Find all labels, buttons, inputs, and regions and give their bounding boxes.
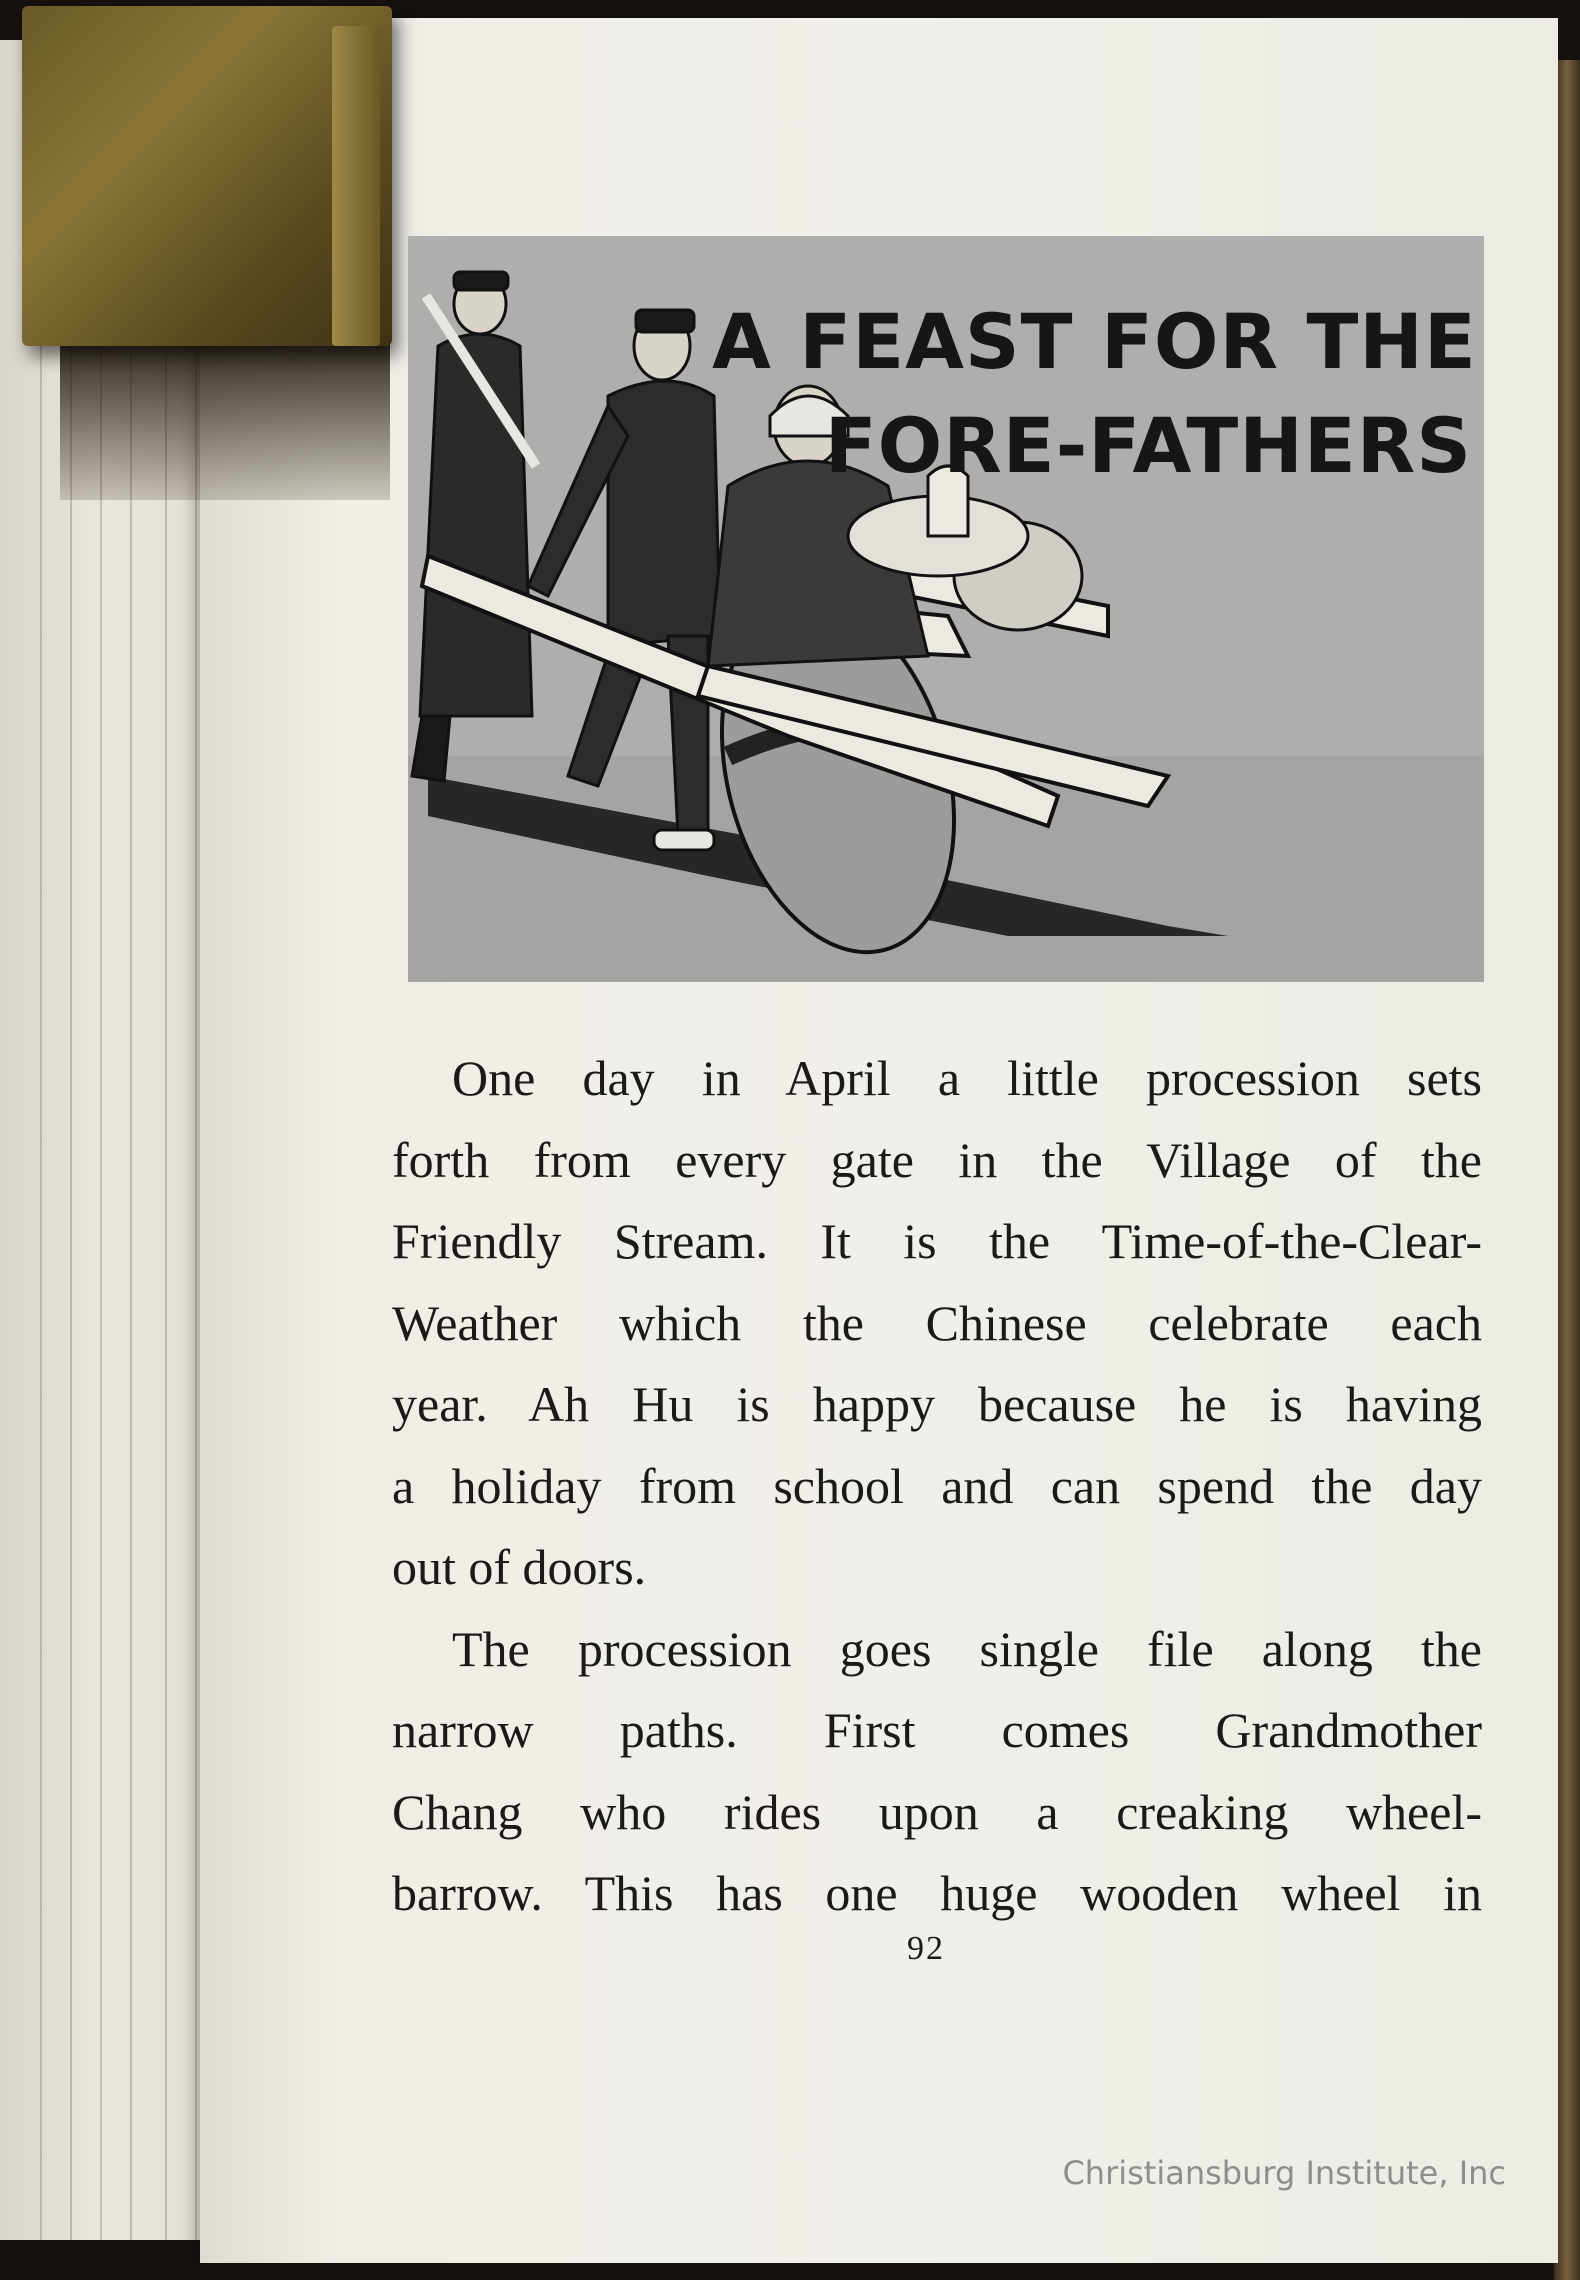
paragraph-2 xyxy=(392,1609,1482,1935)
title-line-2: FORE-FATHERS xyxy=(824,401,1472,490)
title-line-1: A FEAST FOR THE xyxy=(712,297,1477,386)
clip-shadow xyxy=(60,340,390,500)
body-text xyxy=(392,1038,1482,1935)
text-line: year. Ah Hu is happy because he is having xyxy=(392,1376,1482,1432)
text-line: out of doors. xyxy=(392,1539,647,1595)
illustration-title xyxy=(712,290,1477,498)
paragraph-1 xyxy=(392,1038,1482,1609)
text-line: barrow. This has one huge wooden wheel in xyxy=(392,1865,1482,1921)
illustration xyxy=(408,236,1484,982)
text-line: One day in April a little procession sets xyxy=(452,1050,1482,1106)
text-line: The procession goes single file along the xyxy=(452,1620,1482,1677)
text-line: Friendly Stream. It is the Time-of-the-Clear- xyxy=(392,1213,1482,1269)
text-line: forth from every gate in the Village of the xyxy=(392,1131,1482,1188)
bookmark-clip xyxy=(22,6,392,346)
watermark: Christiansburg Institute, Inc xyxy=(1062,2154,1506,2192)
text-line: Chang who rides upon a creaking wheel- xyxy=(392,1783,1482,1840)
text-line: a holiday from school and can spend the day xyxy=(392,1457,1482,1514)
text-line: Weather which the Chinese celebrate each xyxy=(392,1294,1482,1351)
text-line: narrow paths. First comes Grandmother xyxy=(392,1702,1482,1758)
page-number: 92 xyxy=(907,1930,945,1967)
